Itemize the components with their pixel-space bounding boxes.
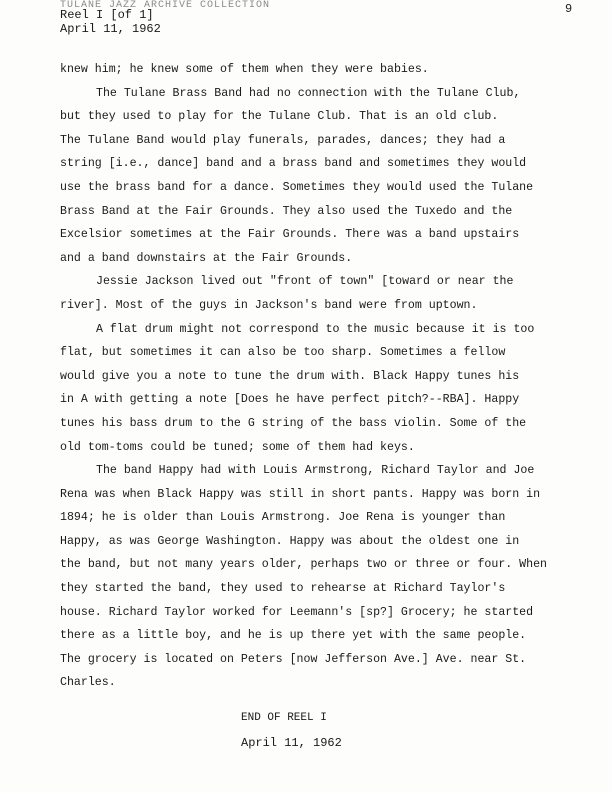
- text-line: old tom-toms could be tuned; some of them had keys.: [60, 440, 415, 454]
- paragraph: [60, 82, 550, 271]
- text-line: house. Richard Taylor worked for Leemann's [sp?] Grocery; he started: [60, 605, 534, 619]
- text-line: Rena was when Black Happy was still in short pants. Happy was born in: [60, 487, 541, 501]
- text-line: but they used to play for the Tulane Club. That is an old club.: [60, 110, 499, 124]
- text-line: the band, but not many years older, perhaps two or three or four. When: [60, 558, 548, 572]
- paragraph: [60, 459, 550, 695]
- text-line: they started the band, they used to rehearse at Richard Taylor's: [60, 582, 506, 596]
- text-line: tunes his bass drum to the G string of the bass violin. Some of the: [60, 416, 527, 430]
- transcript-body: [60, 58, 550, 695]
- text-line: there as a little boy, and he is up there yet with the same people.: [60, 629, 527, 643]
- paragraph: [60, 318, 550, 460]
- collection-header: TULANE JAZZ ARCHIVE COLLECTION: [60, 0, 271, 11]
- text-line: 1894; he is older than Louis Armstrong. Joe Rena is younger than: [60, 511, 506, 525]
- text-line: Happy, as was George Washington. Happy was about the oldest one in: [60, 534, 520, 548]
- text-line: Brass Band at the Fair Grounds. They also used the Tuxedo and the: [60, 204, 513, 218]
- text-line: in A with getting a note [Does he have perfect pitch?--RBA]. Happy: [60, 393, 520, 407]
- text-line: knew him; he knew some of them when they were babies.: [60, 63, 429, 76]
- paragraph: [60, 58, 550, 82]
- text-line: The grocery is located on Peters [now Jefferson Ave.] Ave. near St.: [60, 652, 527, 666]
- text-line: and a band downstairs at the Fair Grounds.: [60, 251, 353, 265]
- text-line: flat, but sometimes it can also be too sharp. Sometimes a fellow: [60, 346, 506, 360]
- text-line: The Tulane Band would play funerals, parades, dances; they had a: [60, 133, 506, 147]
- text-line: The band Happy had with Louis Armstrong, Richard Taylor and Joe: [96, 464, 535, 478]
- text-line: use the brass band for a dance. Sometimes they would used the Tulane: [60, 180, 534, 194]
- text-line: Excelsior sometimes at the Fair Grounds. There was a band upstairs: [60, 228, 520, 242]
- text-line: Charles.: [60, 676, 116, 690]
- text-line: The Tulane Brass Band had no connection with the Tulane Club,: [96, 86, 521, 100]
- reel-label: Reel I [of 1]: [60, 8, 154, 22]
- page-number: 9: [565, 2, 573, 16]
- text-line: river]. Most of the guys in Jackson's band were from uptown.: [60, 298, 478, 312]
- text-line: Jessie Jackson lived out "front of town" [toward or near the: [96, 275, 514, 289]
- text-line: string [i.e., dance] band and a brass band and sometimes they would: [60, 157, 527, 171]
- text-line: A flat drum might not correspond to the music because it is too: [96, 322, 535, 336]
- text-line: would give you a note to tune the drum with. Black Happy tunes his: [60, 369, 520, 383]
- paragraph: [60, 270, 550, 317]
- footer-date: April 11, 1962: [241, 736, 342, 750]
- end-of-reel-label: END OF REEL I: [241, 712, 327, 724]
- header-date: April 11, 1962: [60, 22, 161, 36]
